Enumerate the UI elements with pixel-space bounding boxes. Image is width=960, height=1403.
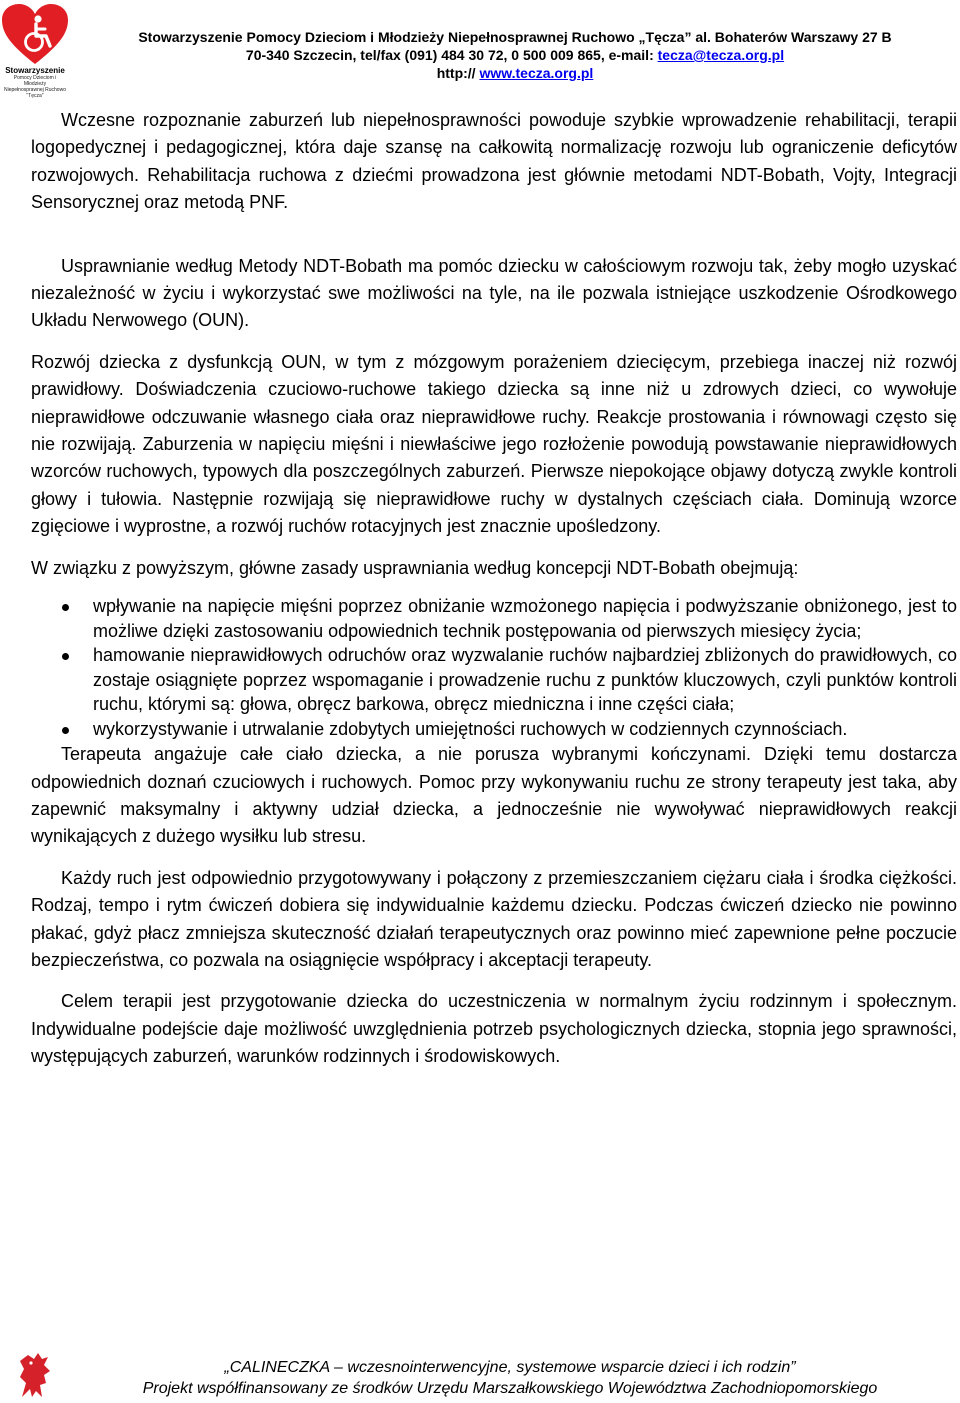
project-footer-text <box>60 1357 960 1399</box>
griffin-emblem-icon <box>14 1349 54 1401</box>
letterhead <box>0 0 960 99</box>
email-link[interactable]: tecza@tecza.org.pl <box>657 47 785 63</box>
funding-note: Projekt współfinansowany ze środków Urzędu Marszałkowskiego Województwa Zachodniopomorskiego <box>142 1380 878 1397</box>
paragraph-therapist: Terapeuta angażuje całe ciało dziecka, a nie porusza wybranymi kończynami. Dzięki temu dostarcza odpowiednich doznań czuciowych i ruchowych. Pomoc przy wykonywaniu ruchu ze strony terapeuty jest taka, aby zapewnić maksymalny i aktywny udział dziecka, a jednocześnie nie wywoływać nieprawidłowych reakcji wynikających z dużego wysiłku lub stresu. <box>31 744 957 847</box>
organization-logo <box>0 2 72 99</box>
organization-website-line: http:// www.tecza.org.pl <box>436 65 594 81</box>
page-footer <box>0 1345 960 1403</box>
website-link[interactable]: www.tecza.org.pl <box>479 65 594 81</box>
paragraph-intro: Wczesne rozpoznanie zaburzeń lub niepełnosprawności powoduje szybkie wprowadzenie rehabilitacji, terapii logopedycznej i pedagogicznej, która daje szansę na całkowitą normalizację rozwoju lub ograniczenie deficytów rozwojowych. Rehabilitacja ruchowa z dziećmi prowadzona jest głównie metodami NDT-Bobath, Vojty, Integracji Sensorycznej oraz metodą PNF. <box>31 110 957 213</box>
paragraph-ndt-bobath: Usprawnianie według Metody NDT-Bobath ma pomóc dziecku w całościowym rozwoju tak, żeby mogło uzyskać niezależność w życiu i wykorzystać swe możliwości na tyle, na ile pozwala istniejące uszkodzenie Ośrodkowego Układu Nerwowego (OUN). <box>31 255 957 331</box>
organization-address: Stowarzyszenie Pomocy Dzieciom i Młodzieży Niepełnosprawnej Ruchowo „Tęcza” al. Bohaterów Warszawy 27 B <box>138 29 892 45</box>
organization-contact-line: 70-340 Szczecin, tel/fax (091) 484 30 72, 0 500 009 865, e-mail: tecza@tecza.org.pl <box>245 47 785 63</box>
paragraph-principles-intro: W związku z powyższym, główne zasady usprawniania według koncepcji NDT-Bobath obejmują: <box>31 557 799 578</box>
list-item: wpływanie na napięcie mięśni poprzez obniżanie wzmożonego napięcia i podwyższanie obniżonego, jest to możliwe dzięki zastosowaniu odpowiednich technik postępowania od pierwszych miesięcy życia; <box>31 594 957 643</box>
project-name: „CALINECZKA – wczesnointerwencyjne, systemowe wsparcie dzieci i ich rodzin” <box>224 1359 796 1376</box>
document-body <box>31 107 957 1071</box>
logo-caption: Stowarzyszenie Pomocy Dzieciom i Młodzieży Niepełnosprawnej Ruchowo "Tęcza" <box>4 66 66 99</box>
organization-contact <box>75 28 955 82</box>
list-item: hamowanie nieprawidłowych odruchów oraz wyzwalanie ruchów najbardziej zbliżonych do prawidłowych, co zostaje osiągnięte poprzez wspomaganie i prowadzenie ruchu z punktów kluczowych, czyli punktów kontroli ruchu, którymi są: głowa, obręcz barkowa, obręcz miedniczna i inne części ciała; <box>31 643 957 717</box>
paragraph-movement: Każdy ruch jest odpowiednio przygotowywany i połączony z przemieszczaniem ciężaru ciała i środka ciężkości. Rodzaj, tempo i rytm ćwiczeń dobiera się indywidualnie każdemu dziecku. Podczas ćwiczeń dziecko nie powinno płakać, gdyż płacz zmniejsza skuteczność działań terapeutycznych oraz powinno mieć zapewnione pełne poczucie bezpieczeństwa, co pozwala na osiągnięcie współpracy i akceptacji terapeuty. <box>31 867 957 970</box>
paragraph-oun-development: Rozwój dziecka z dysfunkcją OUN, w tym z mózgowym porażeniem dziecięcym, przebiega inaczej niż rozwój prawidłowy. Doświadczenia czuciowo-ruchowe takiego dziecka są inne niż u zdrowych dzieci, co wywołuje nieprawidłowe odczuwanie własnego ciała oraz nieprawidłowe ruchy. Reakcje prostowania i równowagi często się nie rozwijają. Zaburzenia w napięciu mięśni i niewłaściwe jego rozłożenie powodują powstawanie nieprawidłowych wzorców ruchowych, typowych dla poszczególnych zaburzeń. Pierwsze niepokojące objawy dotyczą zwykle kontroli głowy i tułowia. Następnie rozwijają się nieprawidłowe ruchy w dystalnych częściach ciała. Dominują wzorce zgięciowe i wyprostne, a rozwój ruchów rotacyjnych jest znacznie upośledzony. <box>31 351 957 537</box>
list-item: wykorzystywanie i utrwalanie zdobytych umiejętności ruchowych w codziennych czynnościach. <box>31 717 957 742</box>
paragraph-therapy-goal: Celem terapii jest przygotowanie dziecka do uczestniczenia w normalnym życiu rodzinnym i społecznym. Indywidualne podejście daje możliwość uwzględnienia potrzeb psychologicznych dziecka, stopnia jego sprawności, występujących zaburzeń, warunków rodzinnych i środowiskowych. <box>31 991 957 1067</box>
heart-wheelchair-logo-icon <box>0 2 70 66</box>
principles-list <box>31 594 957 741</box>
